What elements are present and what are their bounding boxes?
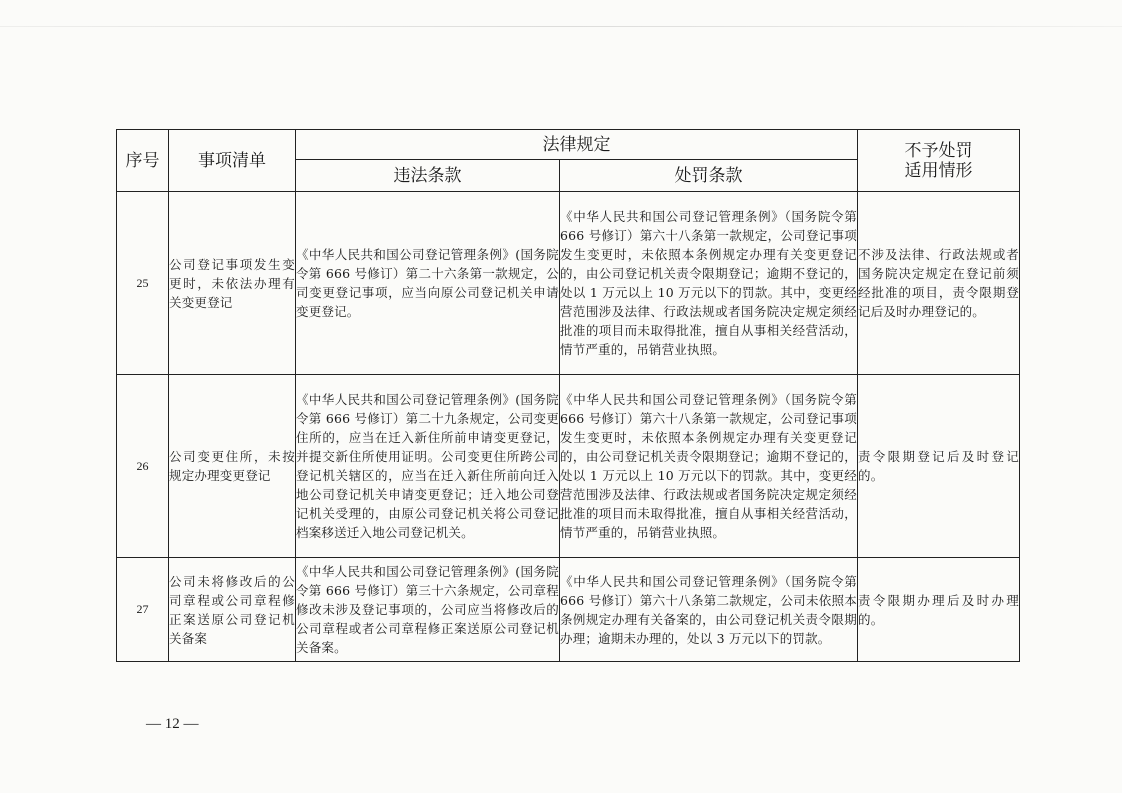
header-legal-provision: 法律规定 — [296, 130, 858, 160]
row-item: 公司变更住所，未按规定办理变更登记 — [169, 375, 296, 558]
scan-edge-line — [0, 26, 1122, 27]
header-seq: 序号 — [117, 130, 169, 192]
row-no-penalty: 责令限期登记后及时登记的。 — [858, 375, 1020, 558]
header-no-penalty-line2: 适用情形 — [904, 160, 973, 181]
regulation-table — [116, 129, 1020, 662]
row-item: 公司登记事项发生变更时，未依法办理有关变更登记 — [169, 192, 296, 375]
header-no-penalty-line1: 不予处罚 — [904, 140, 973, 161]
header-row-1 — [117, 130, 1020, 160]
header-item-list: 事项清单 — [169, 130, 296, 192]
table-row — [117, 192, 1020, 375]
row-seq: 26 — [117, 375, 169, 558]
row-violation: 《中华人民共和国公司登记管理条例》(国务院令第 666 号修订）第二十九条规定，公司变更住所的，应当在迁入新住所前申请变更登记，并提交新住所使用证明。公司变更住所跨公司登记机关辖区的，应当在迁入新住所前向迁入地公司登记机关申请变更登记；迁入地公司登记机关受理的，由原公司登记机关将公司登记档案移送迁入地公司登记机关。 — [296, 375, 560, 558]
row-violation: 《中华人民共和国公司登记管理条例》(国务院令第 666 号修订）第三十六条规定，公司章程修改未涉及登记事项的，公司应当将修改后的公司章程或者公司章程修正案送原公司登记机关备案。 — [296, 558, 560, 662]
row-item: 公司未将修改后的公司章程或公司章程修正案送原公司登记机关备案 — [169, 558, 296, 662]
row-penalty: 《中华人民共和国公司登记管理条例》（国务院令第 666 号修订）第六十八条第一款规定，公司登记事项发生变更时，未依照本条例规定办理有关变更登记的，由公司登记机关责令限期登记；逾期不登记的，处以 1 万元以上 10 万元以下的罚款。其中，变更经营范围涉及法律、行政法规或者国务院决定规定须经批准的项目而未取得批准，擅自从事相关经营活动，情节严重的，吊销营业执照。 — [560, 375, 858, 558]
row-seq: 25 — [117, 192, 169, 375]
row-violation: 《中华人民共和国公司登记管理条例》(国务院令第 666 号修订）第二十六条第一款规定，公司变更登记事项，应当向原公司登记机关申请变更登记。 — [296, 192, 560, 375]
row-no-penalty: 责令限期办理后及时办理的。 — [858, 558, 1020, 662]
row-no-penalty: 不涉及法律、行政法规或者国务院决定规定在登记前须经批准的项目，责令限期登记后及时办理登记的。 — [858, 192, 1020, 375]
table-row — [117, 558, 1020, 662]
header-violation-clause: 违法条款 — [296, 160, 560, 192]
row-penalty: 《中华人民共和国公司登记管理条例》（国务院令第 666 号修订）第六十八条第一款规定，公司登记事项发生变更时，未依照本条例规定办理有关变更登记的，由公司登记机关责令限期登记；逾期不登记的，处以 1 万元以上 10 万元以下的罚款。其中，变更经营范围涉及法律、行政法规或者国务院决定规定须经批准的项目而未取得批准，擅自从事相关经营活动，情节严重的，吊销营业执照。 — [560, 192, 858, 375]
header-penalty-clause: 处罚条款 — [560, 160, 858, 192]
row-seq: 27 — [117, 558, 169, 662]
header-no-penalty — [858, 130, 1020, 192]
row-penalty: 《中华人民共和国公司登记管理条例》（国务院令第 666 号修订）第六十八条第二款规定，公司未依照本条例规定办理有关备案的，由公司登记机关责令限期办理；逾期未办理的，处以 3 万元以下的罚款。 — [560, 558, 858, 662]
page-number: — 12 — — [146, 716, 199, 732]
table-row — [117, 375, 1020, 558]
